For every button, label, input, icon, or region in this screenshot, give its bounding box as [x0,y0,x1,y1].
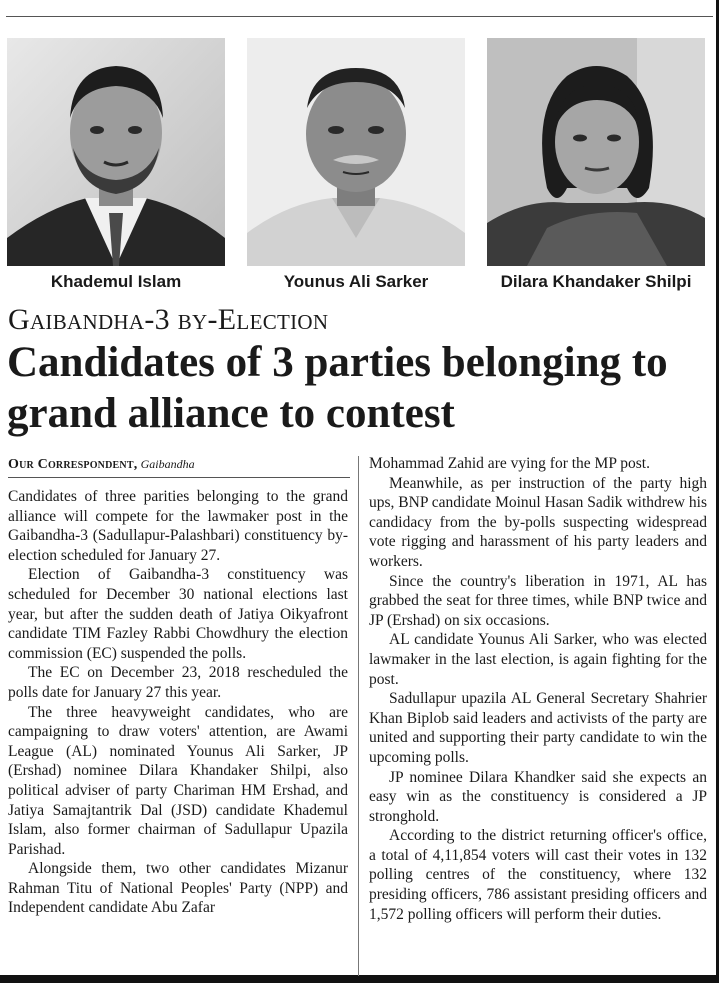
paragraph: Election of Gaibandha-3 constituency was scheduled for December 30 national elections last year, but after the sudden death of Jatiya Oikyafront candidate TIM Fazley Rabbi Chowdhury the election commission (EC) suspended the polls. [8,566,348,662]
top-rule [6,16,713,17]
paragraph: Mohammad Zahid are vying for the MP post. [369,455,650,472]
byline-location: Gaibandha [140,457,195,471]
photo-caption: Khademul Islam [50,272,182,291]
article-kicker: Gaibandha-3 by-Election [8,303,329,336]
paragraph: The three heavyweight candidates, who are campaigning to draw voters' attention, are Awami League (AL) nominated Younus Ali Sarker, JP (Ershad) nominee Dilara Khandaker Shilpi, also political adviser of party Chariman HM Ershad, and Jatiya Samajtantrik Dal (JSD) candidate Khademul Islam, also former chairman of Sadullapur Upazila Parishad. [8,703,348,858]
paragraph: The EC on December 23, 2018 rescheduled the polls date for January 27 this year. [8,664,348,701]
byline-rule [8,477,350,478]
byline [8,456,195,473]
paragraph: Candidates of three parities belonging to the grand alliance will compete for the lawmaker post in the Gaibandha-3 (Sadullapur-Palashbari) constituency by-election scheduled for January 27. [8,488,348,564]
paragraph: Sadullapur upazila AL General Secretary Shahrier Khan Biplob said leaders and activists of the party are united and supporting their party candidate to win the upcoming polls. [369,690,707,766]
article-headline: Candidates of 3 parties belonging to grand alliance to contest [7,339,668,437]
photo-khademul-islam [7,38,225,266]
column-divider [358,456,359,976]
paragraph: Since the country's liberation in 1971, AL has grabbed the seat for three times, while BNP twice and JP (Ershad) on six occasions. [369,572,707,629]
article-column-right [369,454,707,924]
byline-author: Our Correspondent, [8,457,138,472]
article-column-left [8,487,348,918]
photo-dilara-khandaker-shilpi [487,38,705,266]
page-bottom-edge [0,975,719,983]
paragraph: According to the district returning officer's office, a total of 4,11,854 voters will cast their votes in 132 polling centres of the constituency, where 132 presiding officers, 786 assistant presiding officers and 1,572 polling officers will perform their duties. [369,827,707,923]
photo-caption: Younus Ali Sarker [283,272,429,291]
paragraph: AL candidate Younus Ali Sarker, who was elected lawmaker in the last election, is again fighting for the post. [369,631,707,688]
paragraph: JP nominee Dilara Khandker said she expects an easy win as the constituency is considered a JP stronghold. [369,768,707,825]
paragraph: Alongside them, two other candidates Mizanur Rahman Titu of National Peoples' Party (NPP) and Independent candidate Abu Zafar [8,860,348,917]
photo-younus-ali-sarker [247,38,465,266]
paragraph: Meanwhile, as per instruction of the party high ups, BNP candidate Moinul Hasan Sadik withdrew his candidacy from the by-polls suspecting widespread vote rigging and harassment of his party leaders and workers. [369,474,707,570]
photo-caption: Dilara Khandaker Shilpi [500,272,692,291]
